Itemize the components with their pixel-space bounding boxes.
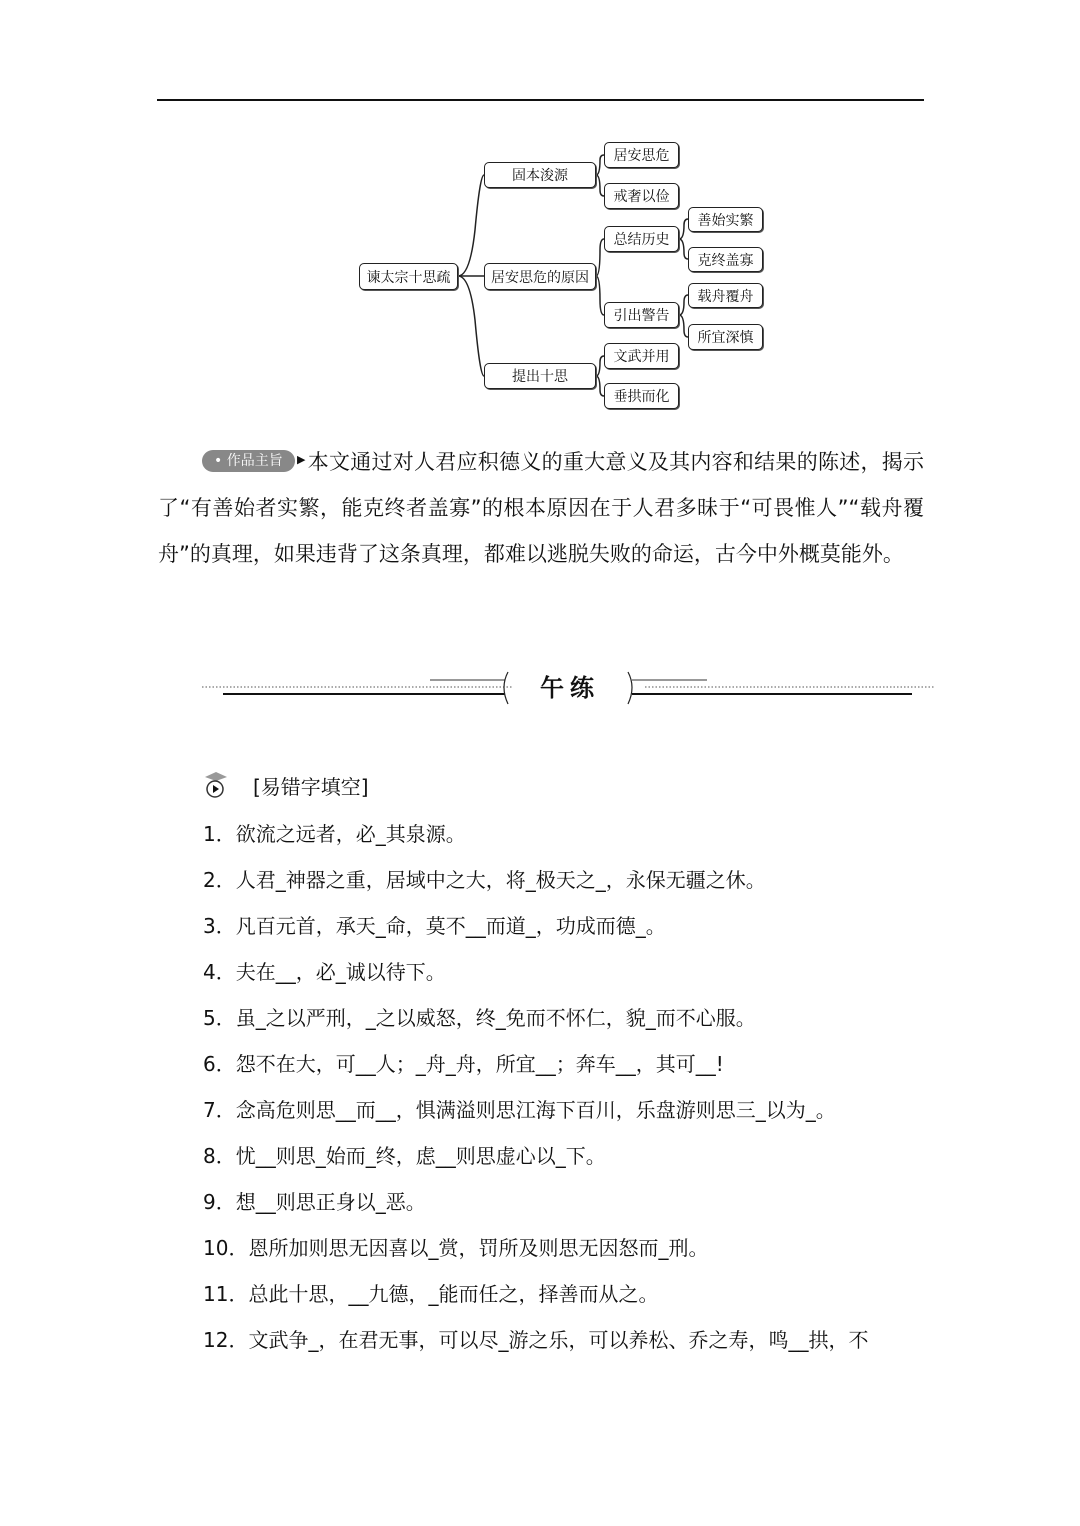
list-item: 4．夫在__，必_诚以待下。 xyxy=(203,960,446,984)
list-item: 10．恩所加则思无因喜以_赏，罚所及则思无因怒而_刑。 xyxy=(203,1236,709,1260)
theme-paragraph xyxy=(158,437,924,577)
list-item: 1．欲流之远者，必_其泉源。 xyxy=(203,822,466,846)
list-item: 2．人君_神器之重，居域中之大，将_极天之_，永保无疆之休。 xyxy=(203,868,766,892)
mindmap-node: 文武并用 xyxy=(604,343,679,369)
list-item: 7．念高危则思__而__，惧满溢则思江海下百川，乐盘游则思三_以为_。 xyxy=(203,1098,836,1122)
triangle-right-icon: ▶ xyxy=(296,453,306,466)
mindmap-node: 居安思危 xyxy=(604,142,679,168)
list-item: 5．虽_之以严刑，_之以威怒，终_免而不怀仁，貌_而不心服。 xyxy=(203,1006,756,1030)
mindmap-node: 总结历史 xyxy=(604,226,679,252)
theme-badge: • 作品主旨 xyxy=(202,450,295,472)
mindmap-node: 居安思危的原因 xyxy=(484,263,596,290)
play-cap-icon xyxy=(203,770,231,800)
theme-text: 本文通过对人君应积德义的重大意义及其内容和结果的陈述，揭示了“有善始者实繁，能克终者盖寡”的根本原因在于人君多昧于“可畏惟人”“载舟覆舟”的真理，如果违背了这条真理，都难以逃脱失败的命运，古今中外概莫能外。 xyxy=(158,450,924,566)
exercise-heading-text: [易错字填空] xyxy=(253,774,369,799)
list-item: 12．文武争_，在君无事，可以尽_游之乐，可以养松、乔之寿，鸣__拱，不 xyxy=(203,1328,869,1352)
exercise-heading xyxy=(203,770,369,800)
list-item: 8．忧__则思_始而_终，虑__则思虚心以_下。 xyxy=(203,1144,606,1168)
list-item: 3．凡百元首，承天_命，莫不__而道_，功成而德_。 xyxy=(203,914,666,938)
section-divider xyxy=(200,660,935,715)
mindmap-node: 克终盖寡 xyxy=(688,247,763,272)
mindmap-node: 戒奢以俭 xyxy=(604,183,679,209)
mindmap-node: 提出十思 xyxy=(484,363,596,389)
mindmap-node: 引出警告 xyxy=(604,302,679,328)
section-title: 午练 xyxy=(540,673,600,702)
mindmap-node: 善始实繁 xyxy=(688,207,763,232)
mindmap-node: 载舟覆舟 xyxy=(688,283,763,308)
list-item: 6．怨不在大，可__人；_舟_舟，所宜__；奔车__，其可__! xyxy=(203,1052,724,1076)
mindmap-node: 固本浚源 xyxy=(484,162,596,188)
list-item: 11．总此十思，__九德，_能而任之，择善而从之。 xyxy=(203,1282,659,1306)
mindmap-root: 谏太宗十思疏 xyxy=(359,263,458,290)
exercise-list xyxy=(203,812,933,1364)
mindmap-node: 所宜深慎 xyxy=(688,324,763,350)
list-item: 9．想__则思正身以_恶。 xyxy=(203,1190,426,1214)
mindmap-node: 垂拱而化 xyxy=(604,383,679,409)
